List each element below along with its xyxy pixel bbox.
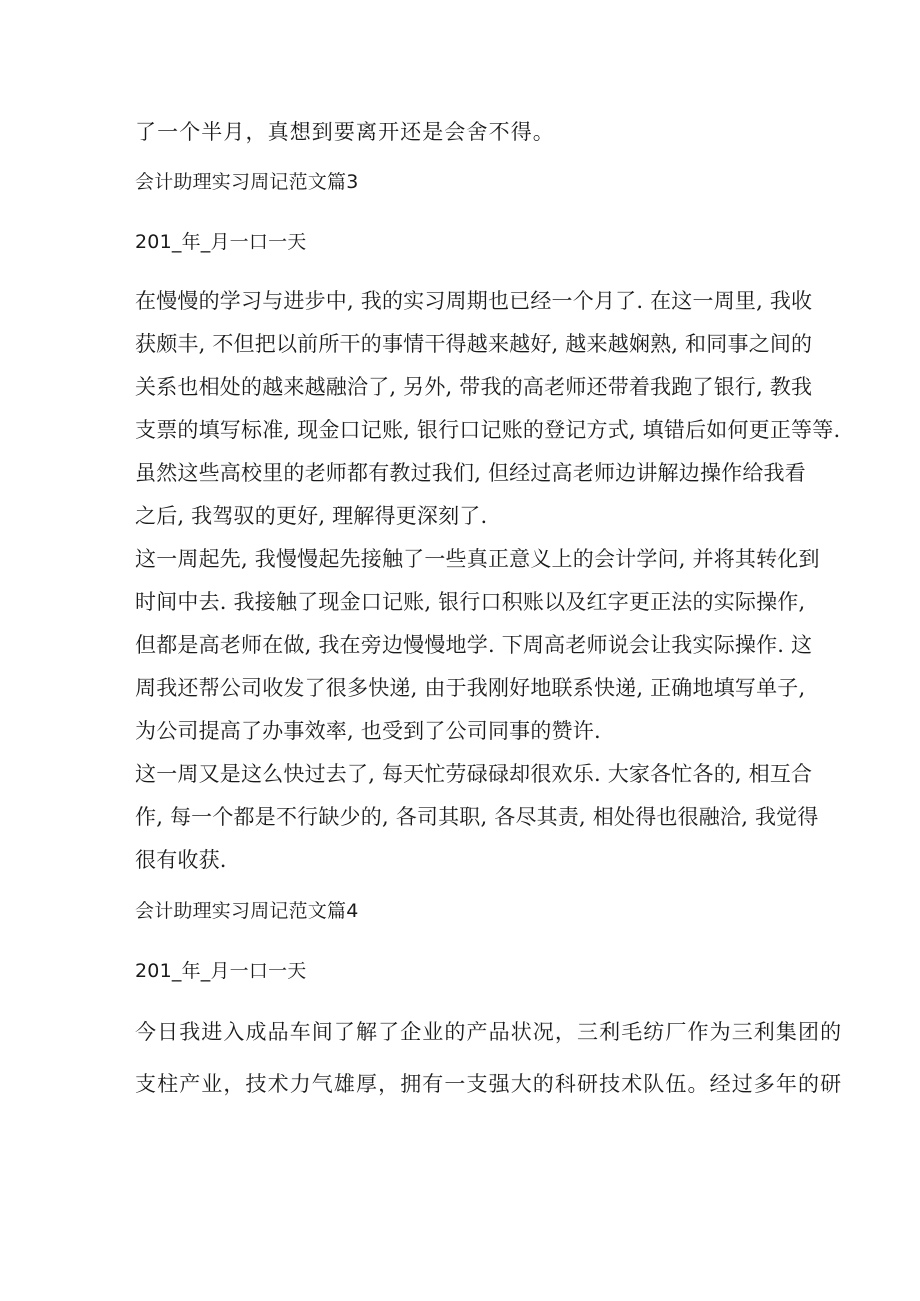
paragraph-line: 在慢慢的学习与进步中, 我的实习周期也已经一个月了. 在这一周里, 我收 [135, 289, 813, 313]
section-heading: 会计助理实习周记范文篇4 [135, 900, 359, 922]
paragraph-line: 但都是高老师在做, 我在旁边慢慢地学. 下周高老师说会让我实际操作. 这 [135, 633, 813, 657]
paragraph-line: 作, 每一个都是不行缺少的, 各司其职, 各尽其责, 相处得也很融洽, 我觉得 [135, 805, 819, 829]
paragraph-line: 这一周起先, 我慢慢起先接触了一些真正意义上的会计学问, 并将其转化到 [135, 547, 820, 571]
paragraph-line: 很有收获. [135, 848, 227, 872]
paragraph-line: 周我还帮公司收发了很多快递, 由于我刚好地联系快递, 正确地填写单子, [135, 676, 806, 700]
paragraph-line: 之后, 我驾驭的更好, 理解得更深刻了. [135, 504, 488, 528]
date-line: 201_年_月一口一天 [135, 231, 307, 253]
paragraph-line: 获颇丰, 不但把以前所干的事情干得越来越好, 越来越娴熟, 和同事之间的 [135, 332, 813, 356]
paragraph-line: 这一周又是这么快过去了, 每天忙劳碌碌却很欢乐. 大家各忙各的, 相互合 [135, 762, 813, 786]
paragraph-line: 时间中去. 我接触了现金口记账, 银行口积账以及红字更正法的实际操作, [135, 590, 806, 614]
paragraph-line: 今日我进入成品车间了解了企业的产品状况，三利毛纺厂作为三利集团的 [135, 1020, 843, 1044]
paragraph-line: 支票的填写标准, 现金口记账, 银行口记账的登记方式, 填错后如何更正等等. [135, 418, 841, 442]
section-heading: 会计助理实习周记范文篇3 [135, 171, 359, 193]
date-line: 201_年_月一口一天 [135, 960, 307, 982]
paragraph-line: 支柱产业，技术力气雄厚，拥有一支强大的科研技术队伍。经过多年的研 [135, 1072, 843, 1096]
paragraph-line: 为公司提高了办事效率, 也受到了公司同事的赞许. [135, 719, 601, 743]
paragraph-line: 虽然这些高校里的老师都有教过我们, 但经过高老师边讲解边操作给我看 [135, 461, 806, 485]
paragraph-line: 了一个半月，真想到要离开还是会舍不得。 [135, 120, 555, 144]
paragraph-line: 关系也相处的越来越融洽了, 另外, 带我的高老师还带着我跑了银行, 教我 [135, 375, 813, 399]
